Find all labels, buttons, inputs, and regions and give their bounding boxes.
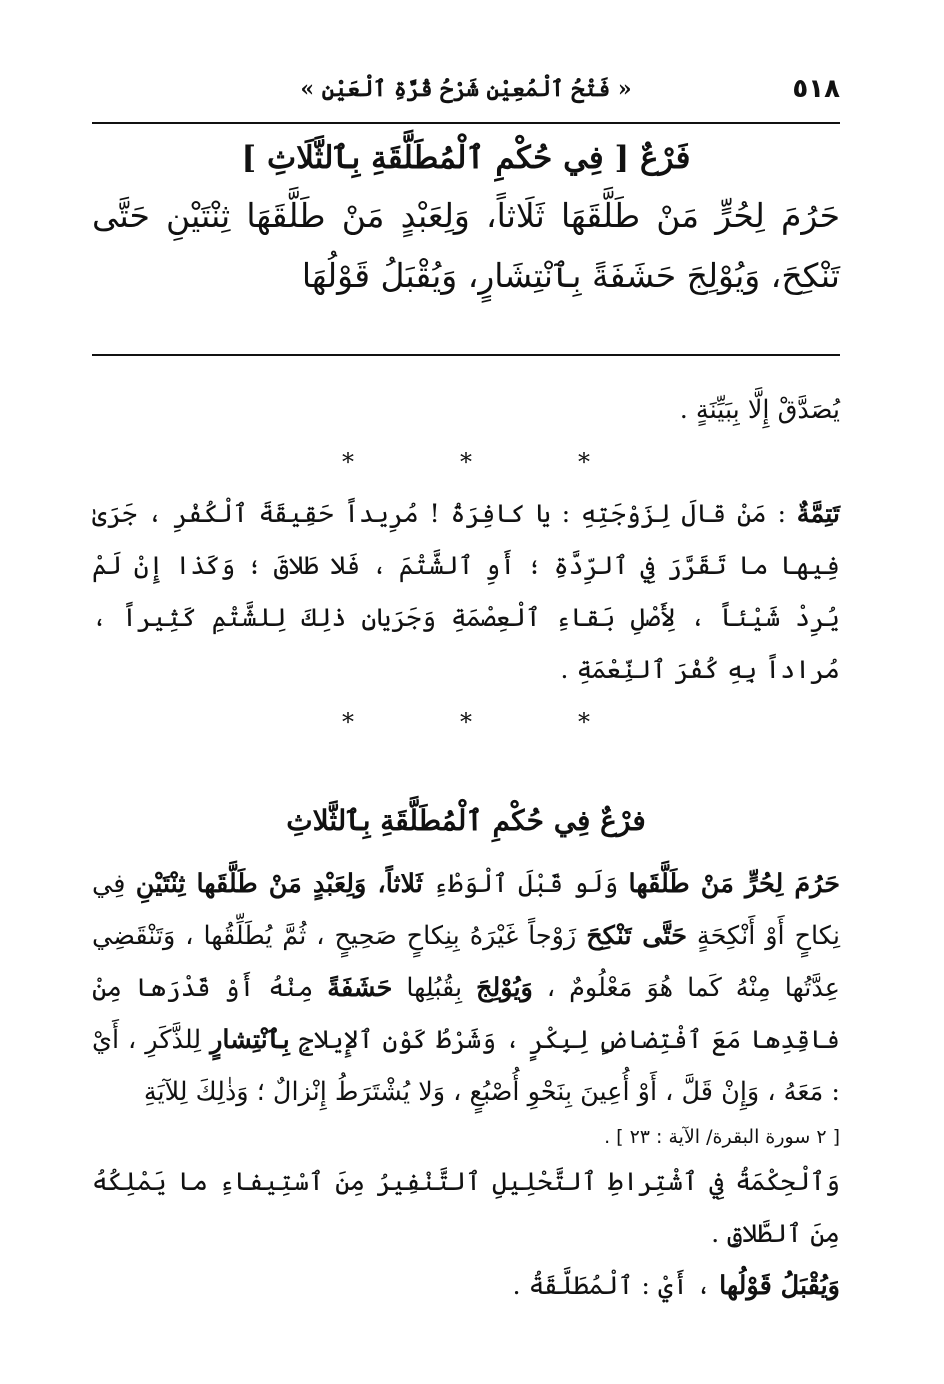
running-header	[92, 70, 840, 110]
commentary-text: ، أَيْ : ٱلْمُطَلَّقَةُ .	[512, 1271, 720, 1301]
tatimma-paragraph	[92, 488, 840, 696]
commentary-paragraph	[92, 1260, 840, 1312]
matn-block	[92, 134, 840, 306]
commentary-text: مِنْهُ أَوْ قَدْرَها مِنْ فاقِدِها مَعَ ٱفْتِضاضٍ لِبِكْرٍ ، وَشَرْطُ كَوْنِ ٱلإِيلاجِ	[92, 973, 840, 1055]
separator-stars	[92, 436, 840, 488]
commentary-text: زَوْجاً غَيْرَهُ بِنِكاحٍ صَحِيحٍ ، ثُمَّ يُطَلِّقُها ، وَتَنْقَضِي عِدَّتُها مِنْهُ كَما هُوَ مَعْلُومٌ ،	[92, 921, 840, 1003]
star-icon: *	[460, 448, 472, 476]
matn-quote: حَشَفَةً	[327, 973, 393, 1003]
star-icon: *	[578, 448, 590, 476]
matn-quote: ثَلاثاً، وَلِعَبْدٍ مَنْ طَلَّقَها ثِنْتَيْنِ	[135, 869, 423, 899]
continuation-line: يُصَدَّقْ إِلَّا بِبَيِّنَةٍ .	[679, 395, 840, 425]
commentary-body	[92, 384, 840, 1312]
matn-quote: حَتَّى تَنْكِحَ	[586, 921, 687, 951]
star-icon: *	[342, 448, 354, 476]
commentary-paragraph	[92, 858, 840, 1118]
header-rule	[92, 122, 840, 124]
commentary-paragraph: وَٱلْحِكْمَةُ فِي ٱشْتِراطِ ٱلتَّحْلِيلِ ٱلتَّنْفِيرُ مِنَ ٱسْتِيفاءِ ما يَمْلِكُهُ مِنَ ٱلطَّلاقِ .	[92, 1167, 840, 1249]
separator-stars	[92, 696, 840, 748]
matn-quote: وَيُقْبَلُ قَوْلُها	[719, 1271, 840, 1301]
star-icon: *	[578, 708, 590, 736]
matn-divider-rule	[92, 354, 840, 356]
matn-text: حَرُمَ لِحُرٍّ مَنْ طَلَّقَهَا ثَلَاثاً، وَلِعَبْدٍ مَنْ طَلَّقَهَا ثِنْتَيْنِ حَتَّى تَنْكِحَ، وَيُوْلِجَ حَشَفَةً بِٱنْتِشَارٍ، وَيُقْبَلُ قَوْلُهَا	[92, 196, 840, 295]
page-number: ٥١٨	[792, 74, 840, 104]
matn-quote: حَرُمَ لِحُرٍّ مَنْ طَلَّقَها	[628, 869, 840, 899]
matn-quote: بِٱنْتِشارٍ	[210, 1025, 290, 1055]
commentary-text: بِقُبُلِها	[392, 973, 477, 1003]
book-title: « فَتْحُ ٱلْمُعِيْنِ شَرْحُ قُرَّةِ ٱلْعَيْنِ »	[300, 76, 632, 102]
star-icon: *	[460, 708, 472, 736]
matn-quote: وَيُوْلِجَ	[476, 973, 533, 1003]
book-page	[92, 0, 840, 1384]
commentary-text: لِلذَّكَرِ ، أَيْ : مَعَهُ ، وَإِنْ قَلَّ ، أَوْ أُعِينَ بِنَحْوِ أُصْبُعٍ ، وَلا يُشْتَرَطُ إِنْزالٌ ؛ وَذٰلِكَ لِلآيَةِ	[92, 1025, 840, 1107]
section-heading: فرْعٌ فِي حُكْمِ ٱلْمُطَلَّقَةِ بِٱلثَّلاثِ	[286, 804, 646, 837]
commentary-text: فِي نِكاحٍ أَوْ أَنْكِحَةٍ	[92, 869, 840, 951]
star-icon: *	[342, 708, 354, 736]
tatimma-text: : مَنْ قالَ لِزَوْجَتِهِ : يا كافِرَةُ ! مُرِيداً حَقِيقَةَ ٱلْكُفْرِ ، جَرَىٰ فِيها ما تَقَرَّرَ فِي ٱلرِّدَّةِ ؛ أَوِ ٱلشَّتْمَ ، فَلا طَلاقَ ؛ وَكَذا إِنْ لَمْ يُرِدْ شَيْئاً ، لِأَصْلِ بَقاءِ ٱلْعِصْمَةِ وَجَرَيانِ ذٰلِكَ لِلشَّتْمِ كَثِيراً ، مُراداً بِهِ كُفْرَ ٱلنِّعْمَةِ .	[92, 499, 840, 685]
matn-heading: فَرْعٌ [ فِي حُكْمِ ٱلْمُطَلَّقَةِ بِٱلثَّلَاثِ ]	[241, 140, 691, 176]
commentary-text: وَلَو قَبْلَ ٱلْوَطْءِ	[422, 869, 629, 899]
tatimma-label: تَتِمَّةٌ	[796, 499, 840, 529]
quran-reference: [ ٢ سورة البقرة/ الآية : ٢٣ ] .	[604, 1126, 840, 1148]
